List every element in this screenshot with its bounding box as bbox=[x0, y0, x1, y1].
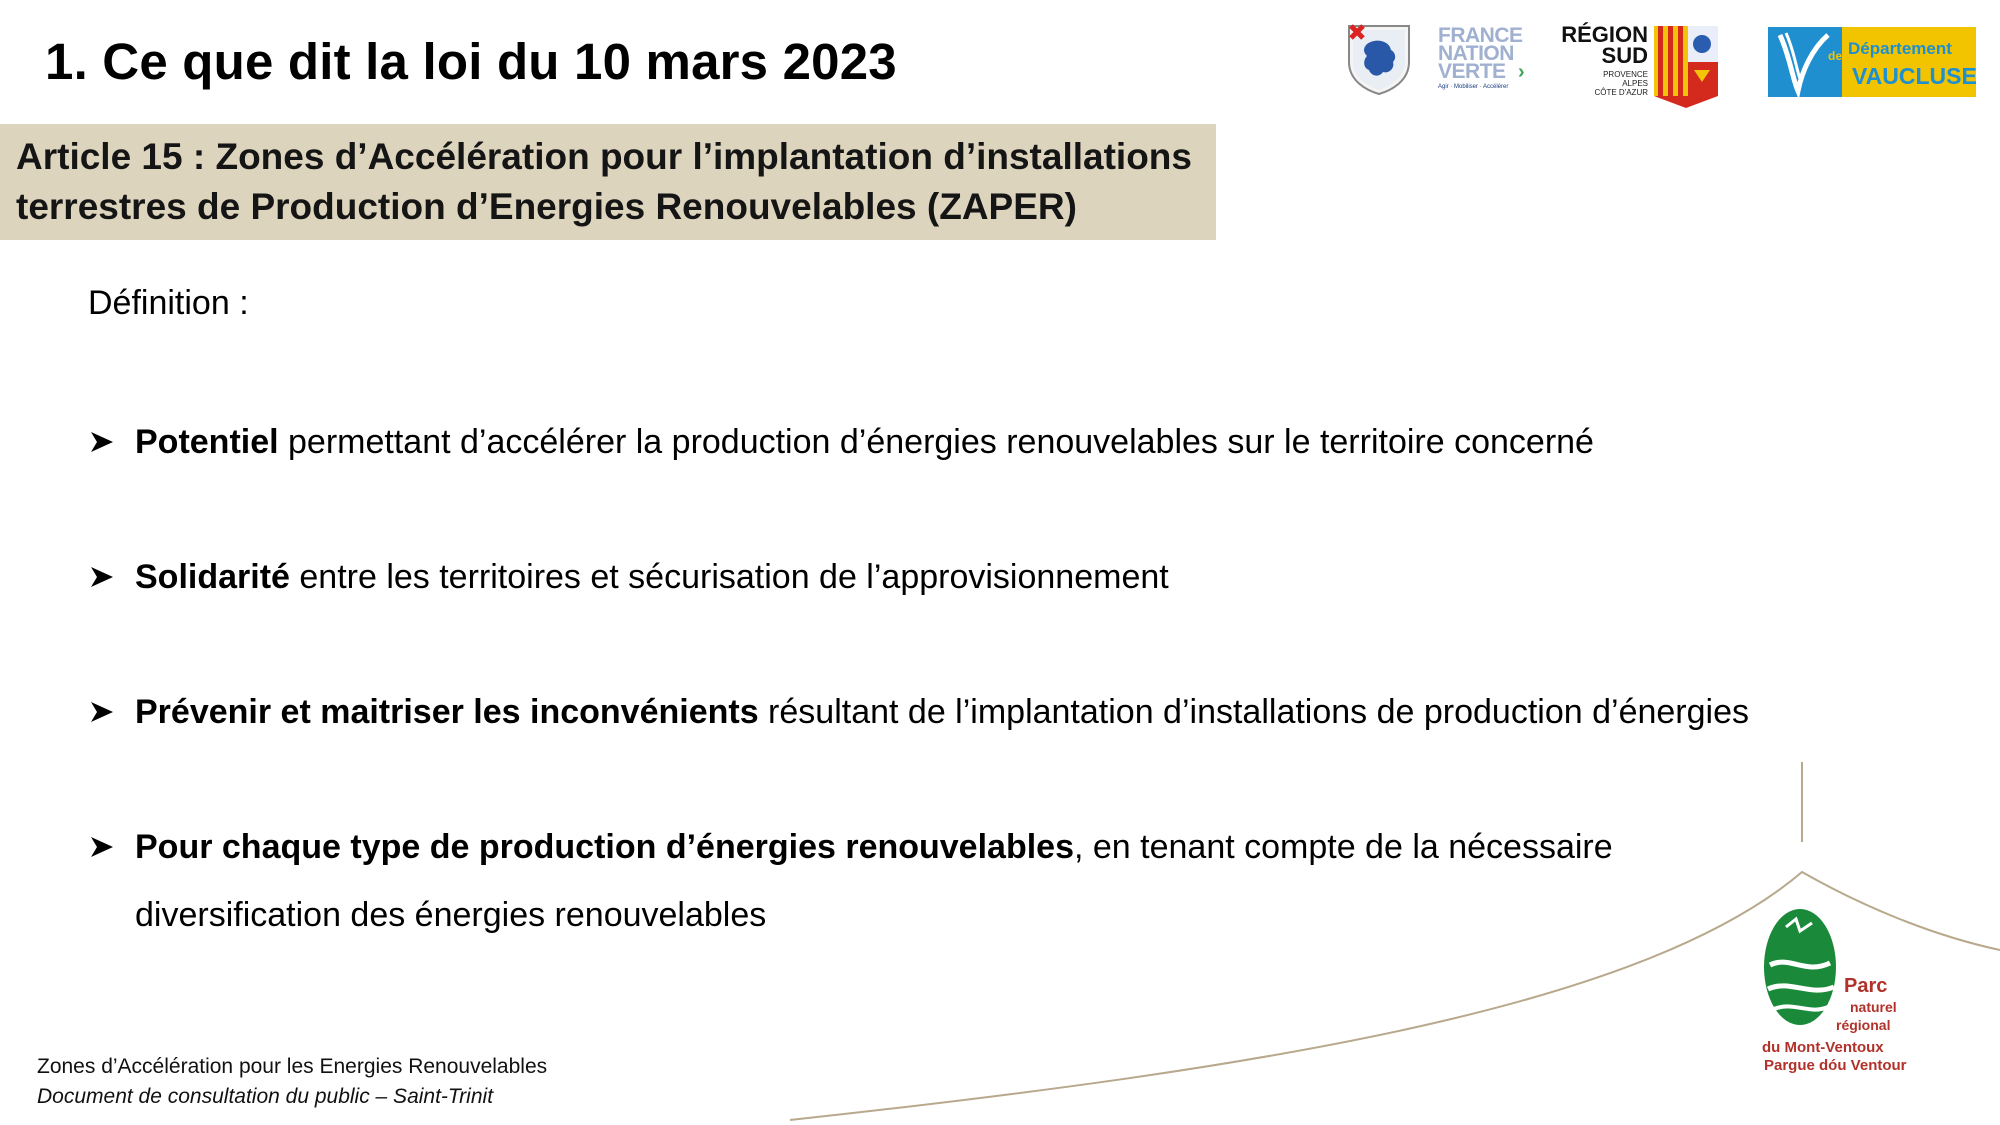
definition-label: Définition : bbox=[88, 284, 249, 322]
footer bbox=[37, 1052, 547, 1112]
article-heading: Article 15 : Zones d’Accélération pour l’implantation d’installations terrestres de Production d’Energies Renouvelables (ZAPER) bbox=[16, 136, 1192, 227]
region-sud-logo: RÉGION SUD PROVENCE ALPES CÔTE D'AZUR bbox=[1552, 24, 1722, 108]
pnr-leaf-icon bbox=[1760, 905, 1840, 1035]
page-title: 1. Ce que dit la loi du 10 mars 2023 bbox=[45, 33, 897, 90]
footer-subtitle: Document de consultation du public – Saint-Trinit bbox=[37, 1085, 494, 1108]
vaucluse-logo: de Département VAUCLUSE bbox=[1768, 27, 1976, 97]
parc-naturel-regional-logo: Parc naturel régional du Mont-Ventoux Pargue dóu Ventour bbox=[1760, 905, 1900, 1085]
france-nation-verte-logo: FRANCE NATION VERTE › Agir · Mobiliser · Accélérer bbox=[1438, 24, 1525, 90]
footer-title: Zones d’Accélération pour les Energies Renouvelables bbox=[37, 1055, 548, 1078]
fnv-chevron-icon: › bbox=[1518, 61, 1525, 83]
